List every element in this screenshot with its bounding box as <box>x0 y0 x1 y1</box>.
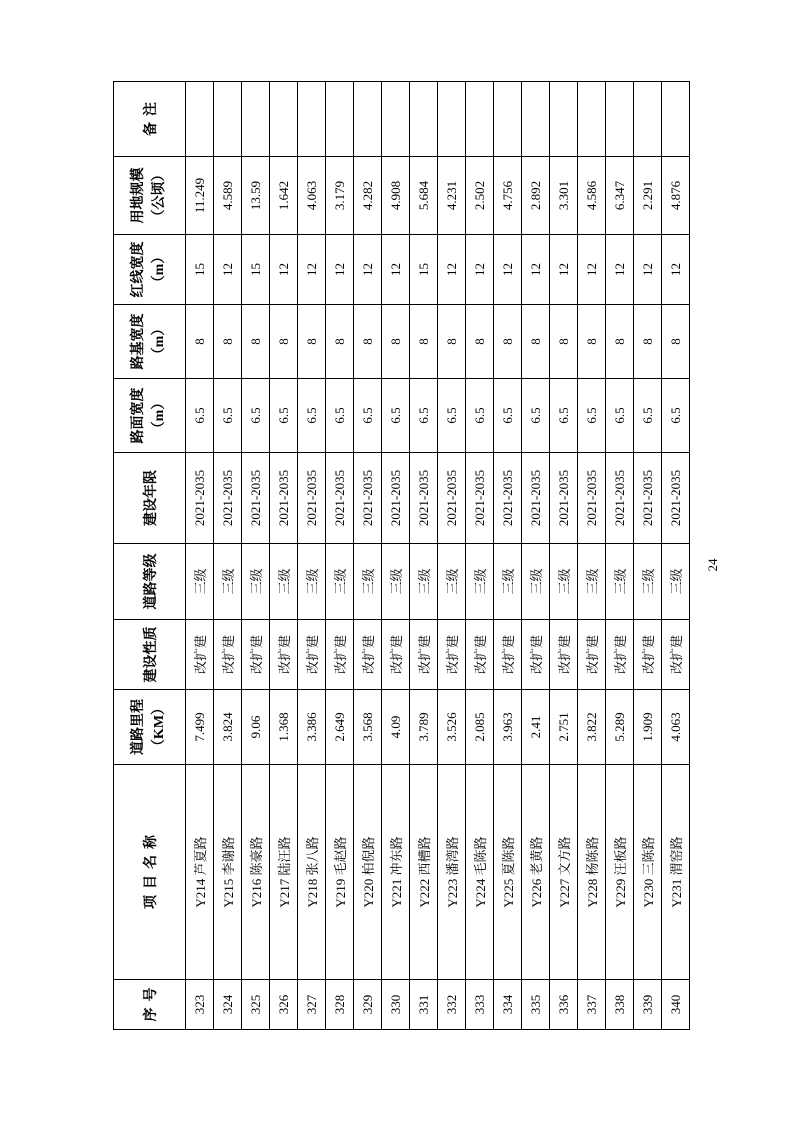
cell-name: Y218 张八路 <box>298 765 326 980</box>
header-mileage-line1: 道路里程 <box>131 699 147 755</box>
cell-years: 2021-2035 <box>578 453 606 544</box>
cell-surface: 6.5 <box>214 379 242 453</box>
cell-land: 4.586 <box>578 157 606 235</box>
header-subgrade-width <box>114 305 186 379</box>
cell-name: Y214 芦夏路 <box>186 765 214 980</box>
cell-nature: 改扩建 <box>662 620 690 690</box>
cell-remark <box>382 82 410 157</box>
cell-name: Y222 西槽路 <box>410 765 438 980</box>
cell-no: 327 <box>298 980 326 1030</box>
cell-mileage: 1.368 <box>270 690 298 765</box>
cell-years: 2021-2035 <box>354 453 382 544</box>
cell-mileage: 3.963 <box>494 690 522 765</box>
cell-name: Y216 陈豪路 <box>242 765 270 980</box>
cell-remark <box>578 82 606 157</box>
cell-remark <box>438 82 466 157</box>
cell-land: 4.589 <box>214 157 242 235</box>
cell-redline: 12 <box>354 235 382 305</box>
cell-grade: 三级 <box>186 544 214 620</box>
cell-mileage: 3.386 <box>298 690 326 765</box>
cell-redline: 12 <box>214 235 242 305</box>
cell-redline: 12 <box>494 235 522 305</box>
cell-name: Y217 陆汪路 <box>270 765 298 980</box>
cell-subgrade: 8 <box>270 305 298 379</box>
cell-subgrade: 8 <box>494 305 522 379</box>
cell-grade: 三级 <box>326 544 354 620</box>
cell-nature: 改扩建 <box>634 620 662 690</box>
cell-land: 3.179 <box>326 157 354 235</box>
cell-subgrade: 8 <box>438 305 466 379</box>
cell-land: 4.756 <box>494 157 522 235</box>
cell-surface: 6.5 <box>354 379 382 453</box>
table-row <box>662 82 690 1030</box>
table-row <box>634 82 662 1030</box>
cell-years: 2021-2035 <box>186 453 214 544</box>
cell-grade: 三级 <box>578 544 606 620</box>
cell-years: 2021-2035 <box>522 453 550 544</box>
table-row <box>550 82 578 1030</box>
cell-subgrade: 8 <box>382 305 410 379</box>
cell-years: 2021-2035 <box>550 453 578 544</box>
cell-land: 5.684 <box>410 157 438 235</box>
cell-mileage: 3.822 <box>578 690 606 765</box>
cell-redline: 12 <box>326 235 354 305</box>
cell-surface: 6.5 <box>466 379 494 453</box>
cell-land: 4.063 <box>298 157 326 235</box>
cell-land: 2.502 <box>466 157 494 235</box>
cell-surface: 6.5 <box>242 379 270 453</box>
header-remark <box>114 82 186 157</box>
cell-mileage: 5.289 <box>606 690 634 765</box>
cell-no: 330 <box>382 980 410 1030</box>
table-row <box>578 82 606 1030</box>
cell-land: 4.908 <box>382 157 410 235</box>
cell-name: Y228 杨陈路 <box>578 765 606 980</box>
header-grade-label: 道路等级 <box>143 553 159 610</box>
cell-land: 6.347 <box>606 157 634 235</box>
cell-no: 332 <box>438 980 466 1030</box>
cell-no: 338 <box>606 980 634 1030</box>
cell-redline: 12 <box>298 235 326 305</box>
header-grade <box>114 544 186 620</box>
rotated-table-container <box>113 82 690 1030</box>
header-land-scale <box>114 157 186 235</box>
cell-mileage: 3.526 <box>438 690 466 765</box>
cell-remark <box>214 82 242 157</box>
cell-mileage: 3.568 <box>354 690 382 765</box>
cell-land: 13.59 <box>242 157 270 235</box>
cell-nature: 改扩建 <box>522 620 550 690</box>
cell-redline: 12 <box>662 235 690 305</box>
cell-grade: 三级 <box>550 544 578 620</box>
cell-subgrade: 8 <box>606 305 634 379</box>
cell-nature: 改扩建 <box>242 620 270 690</box>
cell-redline: 12 <box>466 235 494 305</box>
header-no-label: 序号 <box>143 981 159 1022</box>
cell-mileage: 4.063 <box>662 690 690 765</box>
cell-grade: 三级 <box>606 544 634 620</box>
cell-nature: 改扩建 <box>494 620 522 690</box>
cell-remark <box>186 82 214 157</box>
cell-nature: 改扩建 <box>298 620 326 690</box>
cell-name: Y220 柏倪路 <box>354 765 382 980</box>
cell-redline: 15 <box>186 235 214 305</box>
cell-redline: 12 <box>382 235 410 305</box>
cell-years: 2021-2035 <box>606 453 634 544</box>
header-subgrade-line2: （m） <box>151 321 167 362</box>
header-surface-line2: （m） <box>151 395 167 436</box>
cell-no: 337 <box>578 980 606 1030</box>
cell-nature: 改扩建 <box>550 620 578 690</box>
cell-surface: 6.5 <box>662 379 690 453</box>
cell-redline: 12 <box>270 235 298 305</box>
cell-land: 1.642 <box>270 157 298 235</box>
header-row <box>114 82 186 1030</box>
table-row <box>242 82 270 1030</box>
cell-subgrade: 8 <box>326 305 354 379</box>
cell-grade: 三级 <box>410 544 438 620</box>
table-header <box>114 82 186 1030</box>
cell-mileage: 2.085 <box>466 690 494 765</box>
cell-no: 336 <box>550 980 578 1030</box>
table-row <box>214 82 242 1030</box>
cell-no: 334 <box>494 980 522 1030</box>
cell-land: 4.282 <box>354 157 382 235</box>
cell-redline: 15 <box>410 235 438 305</box>
cell-years: 2021-2035 <box>214 453 242 544</box>
cell-years: 2021-2035 <box>466 453 494 544</box>
header-nature-label: 建设性质 <box>143 626 159 683</box>
cell-remark <box>466 82 494 157</box>
cell-grade: 三级 <box>634 544 662 620</box>
header-years <box>114 453 186 544</box>
cell-name: Y219 毛赵路 <box>326 765 354 980</box>
cell-remark <box>494 82 522 157</box>
cell-surface: 6.5 <box>550 379 578 453</box>
cell-years: 2021-2035 <box>494 453 522 544</box>
cell-surface: 6.5 <box>494 379 522 453</box>
cell-no: 324 <box>214 980 242 1030</box>
cell-nature: 改扩建 <box>438 620 466 690</box>
cell-subgrade: 8 <box>242 305 270 379</box>
header-subgrade-line1: 路基宽度 <box>131 313 147 370</box>
cell-subgrade: 8 <box>410 305 438 379</box>
table-row <box>466 82 494 1030</box>
cell-remark <box>522 82 550 157</box>
header-surface-line1: 路面宽度 <box>131 387 147 444</box>
cell-land: 2.892 <box>522 157 550 235</box>
cell-years: 2021-2035 <box>326 453 354 544</box>
cell-remark <box>410 82 438 157</box>
cell-subgrade: 8 <box>522 305 550 379</box>
cell-surface: 6.5 <box>578 379 606 453</box>
road-projects-table <box>113 81 690 1030</box>
cell-subgrade: 8 <box>634 305 662 379</box>
cell-grade: 三级 <box>438 544 466 620</box>
header-surface-width <box>114 379 186 453</box>
cell-no: 339 <box>634 980 662 1030</box>
cell-grade: 三级 <box>214 544 242 620</box>
cell-subgrade: 8 <box>662 305 690 379</box>
cell-name: Y223 潘湾路 <box>438 765 466 980</box>
cell-surface: 6.5 <box>382 379 410 453</box>
cell-mileage: 3.824 <box>214 690 242 765</box>
cell-no: 328 <box>326 980 354 1030</box>
cell-nature: 改扩建 <box>578 620 606 690</box>
table-row <box>270 82 298 1030</box>
cell-remark <box>242 82 270 157</box>
cell-name: Y230 三陈路 <box>634 765 662 980</box>
cell-land: 11.249 <box>186 157 214 235</box>
cell-redline: 15 <box>242 235 270 305</box>
cell-redline: 12 <box>634 235 662 305</box>
table-row <box>382 82 410 1030</box>
cell-surface: 6.5 <box>634 379 662 453</box>
cell-nature: 改扩建 <box>326 620 354 690</box>
cell-mileage: 7.499 <box>186 690 214 765</box>
cell-redline: 12 <box>522 235 550 305</box>
cell-land: 3.301 <box>550 157 578 235</box>
cell-name: Y227 文方路 <box>550 765 578 980</box>
cell-no: 326 <box>270 980 298 1030</box>
cell-redline: 12 <box>438 235 466 305</box>
header-redline-width <box>114 235 186 305</box>
cell-years: 2021-2035 <box>298 453 326 544</box>
table-row <box>522 82 550 1030</box>
cell-subgrade: 8 <box>578 305 606 379</box>
cell-remark <box>606 82 634 157</box>
cell-subgrade: 8 <box>214 305 242 379</box>
cell-grade: 三级 <box>382 544 410 620</box>
cell-grade: 三级 <box>354 544 382 620</box>
cell-remark <box>354 82 382 157</box>
cell-years: 2021-2035 <box>662 453 690 544</box>
cell-years: 2021-2035 <box>410 453 438 544</box>
cell-surface: 6.5 <box>410 379 438 453</box>
cell-remark <box>270 82 298 157</box>
header-redline-line2: （m） <box>151 249 167 290</box>
cell-years: 2021-2035 <box>242 453 270 544</box>
cell-no: 329 <box>354 980 382 1030</box>
cell-nature: 改扩建 <box>606 620 634 690</box>
cell-subgrade: 8 <box>550 305 578 379</box>
cell-subgrade: 8 <box>186 305 214 379</box>
cell-no: 333 <box>466 980 494 1030</box>
cell-redline: 12 <box>578 235 606 305</box>
cell-surface: 6.5 <box>186 379 214 453</box>
cell-mileage: 2.41 <box>522 690 550 765</box>
cell-nature: 改扩建 <box>466 620 494 690</box>
header-remark-label: 备注 <box>143 96 159 136</box>
cell-no: 323 <box>186 980 214 1030</box>
cell-years: 2021-2035 <box>270 453 298 544</box>
cell-grade: 三级 <box>298 544 326 620</box>
cell-grade: 三级 <box>522 544 550 620</box>
table-row <box>606 82 634 1030</box>
cell-remark <box>326 82 354 157</box>
cell-years: 2021-2035 <box>634 453 662 544</box>
cell-grade: 三级 <box>270 544 298 620</box>
cell-nature: 改扩建 <box>410 620 438 690</box>
header-land-line1: 用地规模 <box>131 167 147 224</box>
cell-remark <box>634 82 662 157</box>
cell-mileage: 1.909 <box>634 690 662 765</box>
table-row <box>298 82 326 1030</box>
cell-years: 2021-2035 <box>438 453 466 544</box>
cell-surface: 6.5 <box>606 379 634 453</box>
cell-name: Y225 夏陈路 <box>494 765 522 980</box>
cell-remark <box>298 82 326 157</box>
table-row <box>186 82 214 1030</box>
header-mileage <box>114 690 186 765</box>
cell-name: Y215 李谢路 <box>214 765 242 980</box>
header-name <box>114 765 186 980</box>
cell-subgrade: 8 <box>466 305 494 379</box>
cell-years: 2021-2035 <box>382 453 410 544</box>
table-row <box>410 82 438 1030</box>
cell-nature: 改扩建 <box>214 620 242 690</box>
cell-no: 325 <box>242 980 270 1030</box>
cell-name: Y226 老黄路 <box>522 765 550 980</box>
cell-surface: 6.5 <box>270 379 298 453</box>
cell-grade: 三级 <box>242 544 270 620</box>
cell-nature: 改扩建 <box>354 620 382 690</box>
table-row <box>326 82 354 1030</box>
cell-redline: 12 <box>550 235 578 305</box>
cell-mileage: 2.751 <box>550 690 578 765</box>
cell-grade: 三级 <box>466 544 494 620</box>
cell-surface: 6.5 <box>522 379 550 453</box>
table-row <box>494 82 522 1030</box>
cell-mileage: 4.09 <box>382 690 410 765</box>
cell-name: Y229 汪板路 <box>606 765 634 980</box>
cell-land: 4.876 <box>662 157 690 235</box>
cell-surface: 6.5 <box>326 379 354 453</box>
cell-name: Y231 渭窑路 <box>662 765 690 980</box>
cell-subgrade: 8 <box>298 305 326 379</box>
cell-nature: 改扩建 <box>382 620 410 690</box>
header-name-label: 项目名称 <box>143 829 159 909</box>
cell-no: 335 <box>522 980 550 1030</box>
cell-nature: 改扩建 <box>186 620 214 690</box>
cell-name: Y221 冲东路 <box>382 765 410 980</box>
header-no <box>114 980 186 1030</box>
header-nature <box>114 620 186 690</box>
table-row <box>354 82 382 1030</box>
cell-remark <box>550 82 578 157</box>
header-years-label: 建设年限 <box>143 470 159 526</box>
cell-mileage: 9.06 <box>242 690 270 765</box>
cell-no: 340 <box>662 980 690 1030</box>
table-body <box>186 82 690 1030</box>
table-row <box>438 82 466 1030</box>
cell-remark <box>662 82 690 157</box>
cell-no: 331 <box>410 980 438 1030</box>
cell-subgrade: 8 <box>354 305 382 379</box>
cell-surface: 6.5 <box>298 379 326 453</box>
header-mileage-line2: （KM） <box>151 700 167 754</box>
header-land-line2: （公顷） <box>151 167 167 224</box>
cell-redline: 12 <box>606 235 634 305</box>
page-number: 24 <box>705 558 720 572</box>
cell-surface: 6.5 <box>438 379 466 453</box>
cell-grade: 三级 <box>662 544 690 620</box>
cell-mileage: 3.789 <box>410 690 438 765</box>
cell-nature: 改扩建 <box>270 620 298 690</box>
header-redline-line1: 红线宽度 <box>131 241 147 298</box>
cell-mileage: 2.649 <box>326 690 354 765</box>
cell-land: 2.291 <box>634 157 662 235</box>
cell-land: 4.231 <box>438 157 466 235</box>
cell-name: Y224 毛陈路 <box>466 765 494 980</box>
cell-grade: 三级 <box>494 544 522 620</box>
